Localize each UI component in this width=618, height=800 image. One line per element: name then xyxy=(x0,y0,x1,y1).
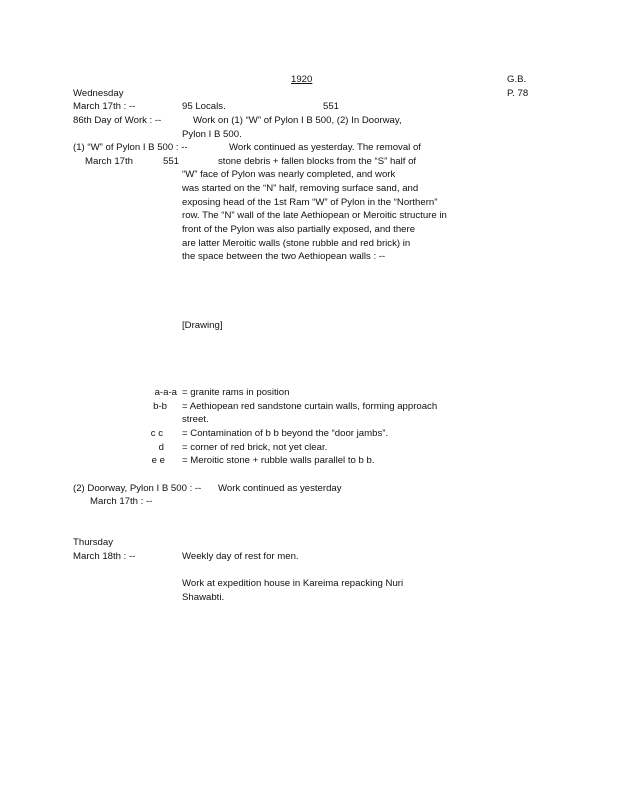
gb-label: G.B. xyxy=(507,74,527,85)
legend-text: = Contamination of b b beyond the “door jambs”. xyxy=(182,428,389,439)
paragraph-line: the space between the two Aethiopean walls : -- xyxy=(182,251,386,262)
section-sub-number: 551 xyxy=(163,156,180,167)
year-heading: 1920 xyxy=(291,74,313,85)
paragraph-line: was started on the “N” half, removing surface sand, and xyxy=(182,183,419,194)
paragraph-line: stone debris + fallen blocks from the “S” half of xyxy=(218,156,417,167)
weekday-label: Wednesday xyxy=(73,88,124,99)
legend-text: = Meroitic stone + rubble walls parallel to b b. xyxy=(182,455,375,466)
work-summary-line: Pylon I B 500. xyxy=(182,129,242,140)
drawing-placeholder: [Drawing] xyxy=(182,320,223,331)
paragraph-line: are latter Meroitic walls (stone rubble and red brick) in xyxy=(182,238,411,249)
section-sub-date: March 17th xyxy=(85,156,133,167)
legend-text: street. xyxy=(182,414,209,425)
legend-text: = Aethiopean red sandstone curtain walls, forming approach xyxy=(182,401,438,412)
paragraph-line: row. The “N” wall of the late Aethiopean or Meroitic structure in xyxy=(182,210,447,221)
paragraph-line: front of the Pylon was also partially exposed, and there xyxy=(182,224,416,235)
paragraph-line: Work continued as yesterday. The removal of xyxy=(229,142,421,153)
legend-key: e e xyxy=(151,455,165,466)
legend-key: c c xyxy=(150,428,163,439)
legend-text: = corner of red brick, not yet clear. xyxy=(182,442,328,453)
section-heading: (2) Doorway, Pylon I B 500 : -- xyxy=(73,483,202,494)
day-of-work-label: 86th Day of Work : -- xyxy=(73,115,162,126)
reference-number: 551 xyxy=(323,101,340,112)
legend-text: = granite rams in position xyxy=(182,387,290,398)
section-text: Work continued as yesterday xyxy=(218,483,342,494)
legend-key: d xyxy=(158,442,164,453)
rest-day-text: Weekly day of rest for men. xyxy=(182,551,299,562)
paragraph-line: “W” face of Pylon was nearly completed, and work xyxy=(182,169,396,180)
work-summary-line: Work at expedition house in Kareima repacking Nuri xyxy=(182,578,404,589)
weekday-label: Thursday xyxy=(73,537,113,548)
paragraph-line: exposing head of the 1st Ram “W” of Pylon in the “Northern” xyxy=(182,197,438,208)
date-label: March 18th : -- xyxy=(73,551,136,562)
legend-key: a-a-a xyxy=(154,387,177,398)
legend-key: b-b xyxy=(153,401,167,412)
work-summary-line: Work on (1) “W” of Pylon I B 500, (2) In Doorway, xyxy=(193,115,402,126)
section-heading: (1) “W” of Pylon I B 500 : -- xyxy=(73,142,188,153)
work-summary-line: Shawabti. xyxy=(182,592,225,603)
date-label: March 17th : -- xyxy=(73,101,136,112)
page-number: P. 78 xyxy=(507,88,529,99)
section-sub-date: March 17th : -- xyxy=(90,496,153,507)
locals-count: 95 Locals. xyxy=(182,101,226,112)
